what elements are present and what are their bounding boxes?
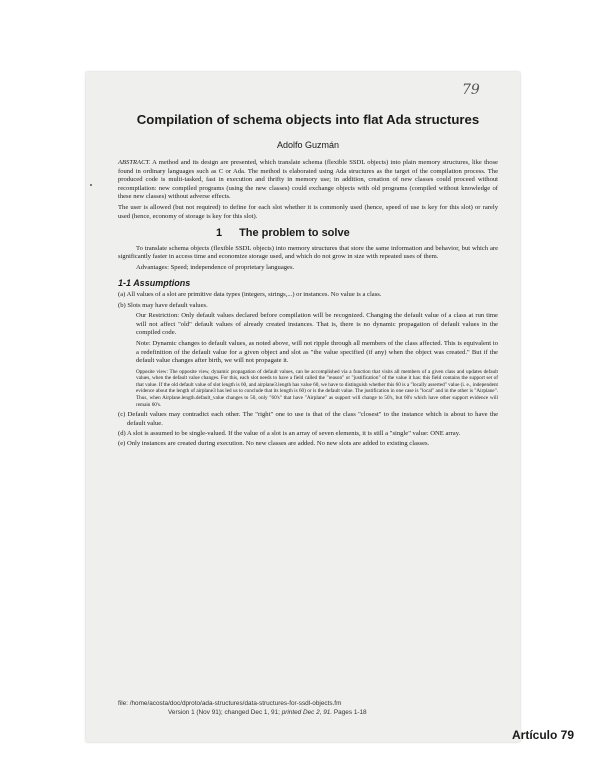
assumption-e: (e) Only instances are created during execution. No new classes are added. No new slots are added to existing classes. (118, 440, 430, 448)
assumption-b: (b) Slots may have default values. (118, 301, 208, 309)
subsection-title: Assumptions (133, 277, 191, 288)
section-title: The problem to solve (239, 227, 350, 240)
handwritten-page-number: 79 (462, 82, 480, 98)
restriction-paragraph: Our Restriction: Only default values declared before compilation will be recognized. Changing the default value of a class at run time will not affect "old" default values of already created instances. That is, there is no dynamic propagation of default values in the compiled code. (136, 312, 498, 336)
opposite-view-paragraph: Opposite view: The opposite view, dynamic propagation of default values, can be accomplished via a function that visits all members of a given class and updates default values, when the default value changes. For this, each slot needs to have a field called the "reason" or "justification" of the value it has: this field contains the support set of that value. If the old default value of slot length is 60, and airplane3.length has value 60, we have to distinguish whether this 60 is a "locally asserted" value (i. e., independent evidence about the length of airplane3 has led us to conclude that its length is 60) or is the default value. The justification in one case is "local" and in the other is "Airplane". Thus, when Airplane.length.default_value changes to 50, only "60's" that have "Airplane" as support will change to 50's, but 60's which have other support evidence will remain 60's. (136, 368, 498, 408)
assumption-a: (a) All values of a slot are primitive data types (integers, strings,...) or instances. No value is a class. (118, 291, 382, 299)
page-footer (118, 700, 498, 717)
footer-file-path: file: /home/acosta/doc/dproto/ada-structures/data-structures-for-ssdl-objects.fm (118, 700, 342, 707)
subsection-number: 1-1 (118, 277, 132, 288)
note-paragraph: Note: Dynamic changes to default values, as noted above, will not ripple through all members of the class affected. This is equivalent to a redefinition of the default value for a given object and slot as "the value specified (if any) when the object was created." But if the default value changes after birth, we will not propagate it. (136, 340, 498, 365)
author-name: Adolfo Guzmán (276, 140, 340, 150)
section-number: 1 (216, 227, 223, 240)
abstract-text: A method and its design are presented, which translate schema (flexible SSDL objects) into plain memory structures, like those found in ordinary languages such as C or Ada. The method is elaborated using Ada structures as the target of the compilation process. The produced code is multi-tasked, fast in execution and thrifty in memory use; in addition, creation of new classes could proceed without recompilation: new compiled programs (using the new classes) could exchange objects with old programs (compiled without knowledge of these new classes) without adverse effects. (118, 159, 498, 201)
section-advantages: Advantages: Speed; independence of proprietary languages. (136, 264, 295, 272)
abstract-note: The user is allowed (but not required) to define for each slot whether it is commonly used (hence, speed of use is key for this slot) or rarely used (hence, economy of storage is key for this slot). (118, 204, 498, 220)
abstract-label: ABSTRACT. (118, 159, 151, 167)
footer-printed: printed Dec 2, 91. (281, 709, 333, 716)
scan-speck (90, 184, 92, 186)
footer-pages: Pages 1-18 (333, 709, 367, 716)
section-intro: To translate schema objects (flexible SSDL objects) into memory structures that store the same information and behavior, but which are significantly faster in access time and economize storage used, and which do not grow in size with repeated uses of them. (118, 244, 498, 261)
footer-version-text: Version 1 (Nov 91); changed Dec 1, 91; (168, 709, 280, 716)
section-heading (216, 227, 498, 240)
assumption-c: (c) Default values may contradict each other. The "right" one to use is that of the class "closest" to the instance which is about to have the default value. (118, 411, 498, 427)
article-caption: Artículo 79 (511, 728, 574, 742)
subsection-heading (118, 279, 498, 287)
document-title: Compilation of schema objects into flat Ada structures (136, 112, 480, 127)
footer-version (168, 709, 498, 717)
assumption-d: (d) A slot is assumed to be single-valued. If the value of a slot is an array of seven elements, it is still a "single" value: ONE array. (118, 429, 461, 437)
page-content (118, 112, 498, 451)
abstract-paragraph (118, 159, 498, 201)
